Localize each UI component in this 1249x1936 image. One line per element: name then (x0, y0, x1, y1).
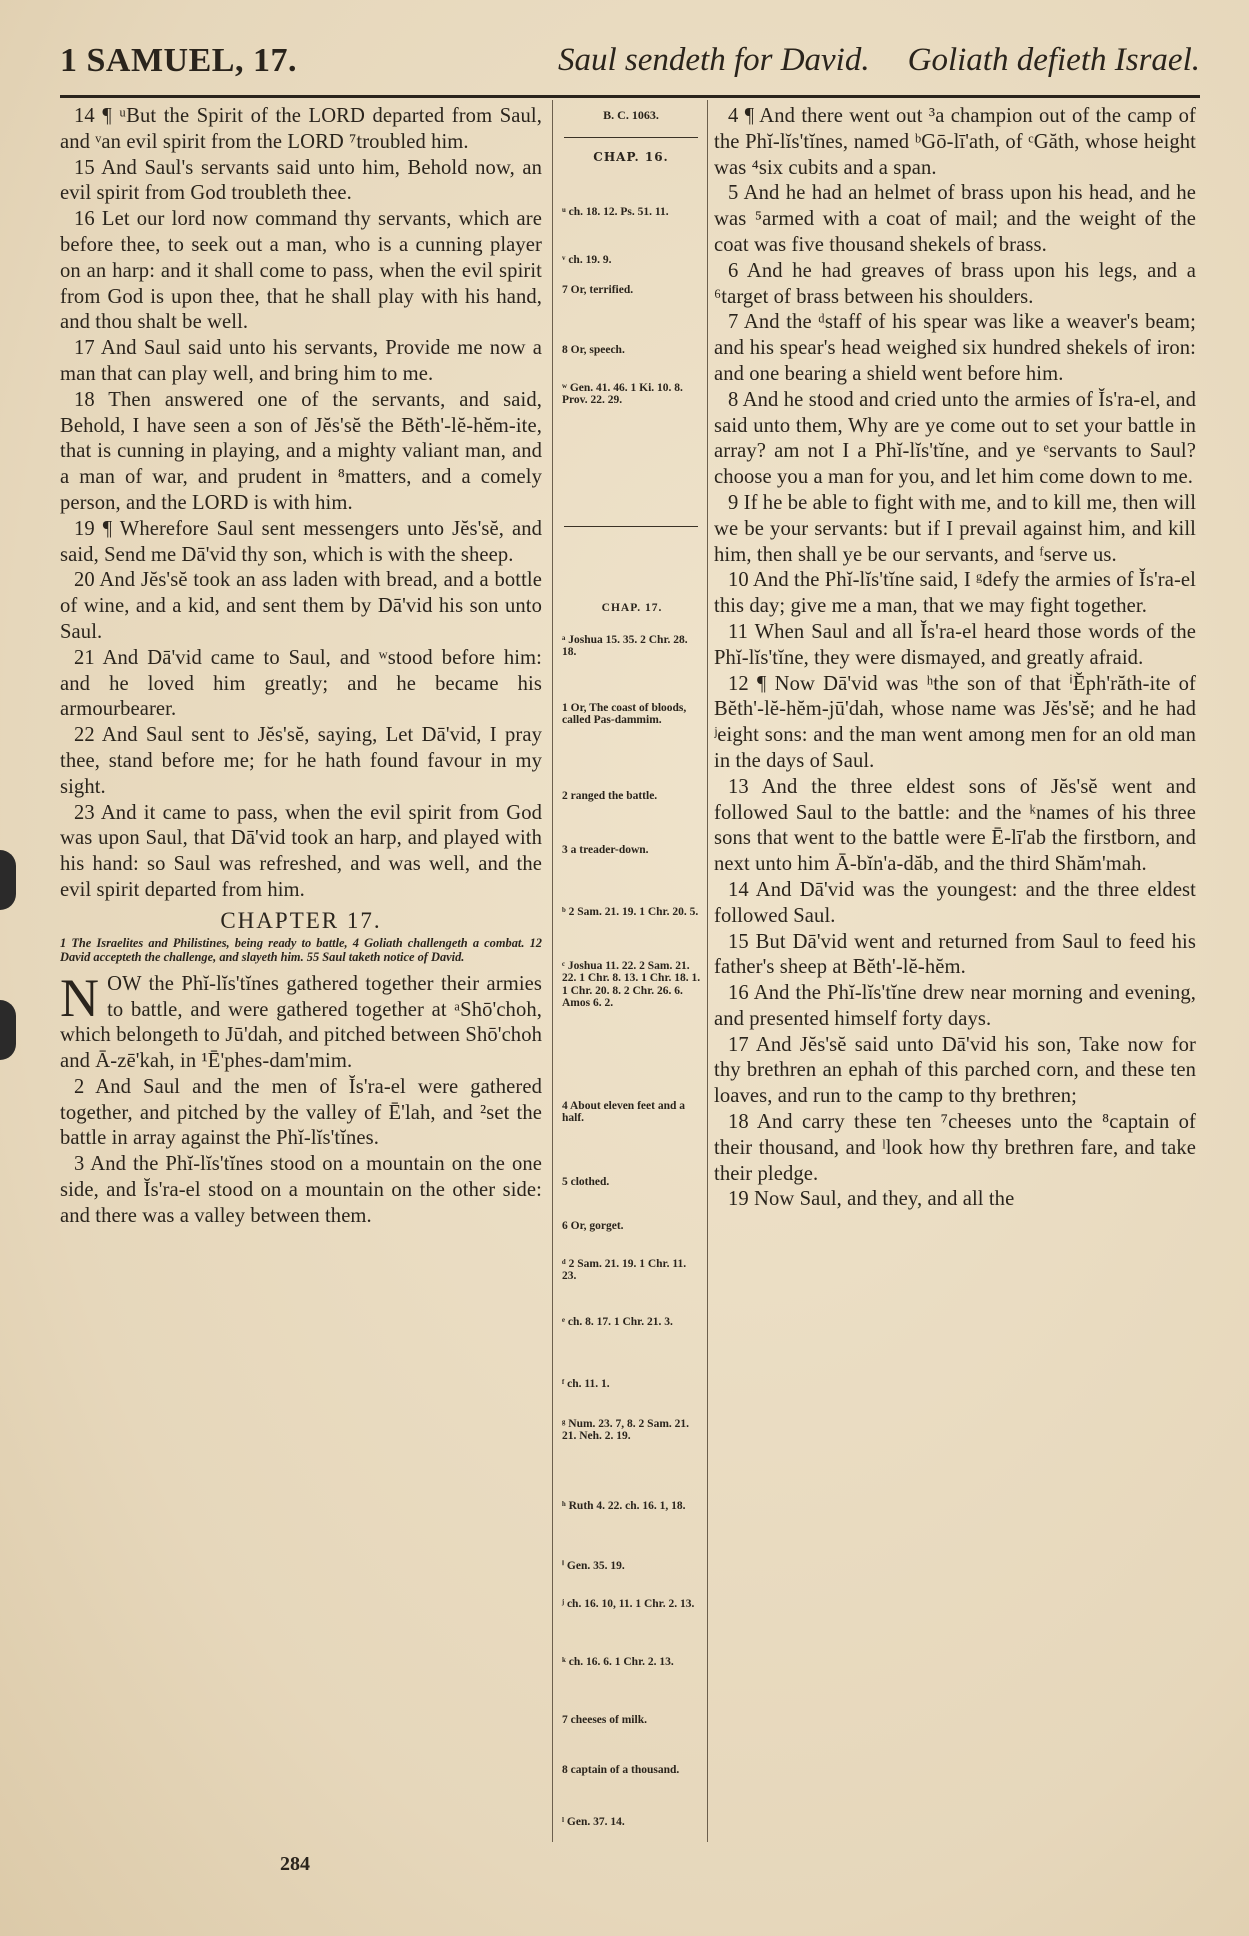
cross-reference: 1 Or, The coast of bloods, called Pas-dammim. (562, 702, 687, 727)
right-text-column (714, 104, 1196, 1834)
verse: 19 Now Saul, and they, and all the (728, 1188, 1015, 1211)
column-divider (552, 100, 553, 1842)
header-rule (60, 95, 1200, 98)
cross-reference: 8 captain of a thousand. (562, 1764, 680, 1776)
verse: 4 ¶ And there went out ³a champion out of the camp of the Phĭ-lĭs'tĭnes, named ᵇGō-lī'ath, of ᶜGăth, whose height was ⁴six cubits and a span. (714, 105, 1196, 179)
cross-reference: 7 Or, terrified. (562, 284, 634, 296)
thumb-index-tab[interactable] (0, 1000, 16, 1060)
verse: 16 Let our lord now command thy servants, which are before thee, to seek out a man, who is a cunning player on an harp: and it shall come to pass, when the evil spirit from God is upon thee, that he shall play with his hand, and thou shalt be well. (60, 208, 542, 334)
cross-reference: ʷ Gen. 41. 46. 1 Ki. 10. 8. Prov. 22. 29. (562, 382, 683, 407)
cross-reference: ᵉ ch. 8. 17. 1 Chr. 21. 3. (562, 1316, 673, 1328)
cross-reference: ᵈ 2 Sam. 21. 19. 1 Chr. 11. 23. (562, 1258, 687, 1283)
cross-reference: 2 ranged the battle. (562, 790, 658, 802)
left-text-column (60, 104, 542, 1834)
date-marker: B. C. 1063. (603, 108, 659, 122)
cross-reference: ᶜ Joshua 11. 22. 2 Sam. 21. 22. 1 Chr. 8. 13. 1 Chr. 18. 1. 1 Chr. 20. 8. 2 Chr. 26. 6. Amos 6. 2. (562, 960, 701, 1010)
cross-reference: 6 Or, gorget. (562, 1220, 624, 1232)
verse: 17 And Saul said unto his servants, Provide me now a man that can play well, and bring him to me. (60, 337, 542, 385)
cross-reference: ʰ Ruth 4. 22. ch. 16. 1, 18. (562, 1500, 686, 1512)
verse: 17 And Jĕs'sĕ said unto Dā'vid his son, Take now for thy brethren an ephah of this parched corn, and these ten loaves, and run to the camp to thy brethren; (714, 1033, 1196, 1108)
verse: 18 And carry these ten ⁷cheeses unto the ⁸captain of their thousand, and ˡlook how thy brethren fare, and take their pledge. (714, 1111, 1196, 1185)
verse: 15 And Saul's servants said unto him, Behold now, an evil spirit from God troubleth thee. (60, 156, 542, 205)
chapter-summary: 1 The Israelites and Philistines, being ready to battle, 4 Goliath challengeth a combat. 12 David accepteth the challenge, and slayeth him. 55 Saul taketh notice of David. (60, 935, 542, 964)
topic-right: Goliath defieth Israel. (907, 42, 1200, 78)
column-divider (707, 100, 708, 1842)
cross-reference: 3 a treader-down. (562, 844, 649, 856)
thumb-index-tab[interactable] (0, 850, 16, 910)
running-header (60, 42, 1200, 92)
drop-cap: N (60, 967, 100, 1028)
verse: 19 ¶ Wherefore Saul sent messengers unto Jĕs'sĕ, and said, Send me Dā'vid thy son, which is with the sheep. (60, 517, 542, 566)
cross-reference: ˡ Gen. 37. 14. (562, 1816, 625, 1828)
verse: 23 And it came to pass, when the evil spirit from God was upon Saul, that Dā'vid took an harp, and played with his hand: so Saul was refreshed, and was well, and the evil spirit departed from him. (60, 801, 542, 901)
book-chapter-title: 1 SAMUEL, 17. (60, 42, 297, 79)
topic-left: Saul sendeth for David. (557, 42, 870, 78)
verse: 13 And the three eldest sons of Jĕs'sĕ went and followed Saul to the battle: and the ᵏnames of his three sons that went to the battle were Ē-lī'ab the firstborn, and next unto him Ā-bĭn'a-dăb, and the third Shăm'mah. (714, 775, 1196, 876)
verse: 7 And the ᵈstaff of his spear was like a weaver's beam; and his spear's head weighed six hundred shekels of iron: and one bearing a shield went before him. (714, 311, 1196, 385)
verse: 21 And Dā'vid came to Saul, and ʷstood before him: and he loved him greatly; and he became his armourbearer. (60, 646, 542, 721)
page-number: 284 (280, 1853, 310, 1875)
verse: 15 But Dā'vid went and returned from Saul to feed his father's sheep at Bĕth'-lĕ-hĕm. (714, 930, 1196, 979)
cross-reference: ⁱ Gen. 35. 19. (562, 1560, 625, 1572)
verse: 6 And he had greaves of brass upon his legs, and a ⁶target of brass between his shoulders. (714, 259, 1196, 308)
cross-reference: ʲ ch. 16. 10, 11. 1 Chr. 2. 13. (562, 1598, 695, 1610)
verse-one (60, 967, 542, 1075)
verse: 2 And Saul and the men of Ĭs'ra-el were gathered together, and pitched by the valley of Ē'lah, and ²set the battle in array against the Phĭ-lĭs'tĭnes. (60, 1075, 542, 1150)
cross-reference: 5 clothed. (562, 1176, 610, 1188)
cross-reference: ᵃ Joshua 15. 35. 2 Chr. 28. 18. (562, 634, 688, 659)
cross-reference: ᵘ ch. 18. 12. Ps. 51. 11. (562, 206, 669, 218)
cross-reference: ᵇ 2 Sam. 21. 19. 1 Chr. 20. 5. (562, 906, 699, 918)
verse: 14 And Dā'vid was the youngest: and the three eldest followed Saul. (714, 878, 1196, 927)
verse-one-text: OW the Phĭ-lĭs'tĭnes gathered together their armies to battle, and were gathered together at ᵃShō'choh, which belongeth to Jū'dah, and pitched between Shō'choh and Ā-zē'kah, in ¹Ē'phes-dam'mim. (60, 972, 542, 1073)
chapter-heading: CHAPTER 17. (220, 907, 382, 933)
verse: 12 ¶ Now Dā'vid was ʰthe son of that ⁱĔph'răth-ite of Bĕth'-lĕ-hĕm-jū'dah, whose name was Jĕs'sĕ; and he had ʲeight sons: and the man went among men for an old man in the days of Saul. (714, 672, 1196, 772)
verse: 20 And Jĕs'sĕ took an ass laden with bread, and a bottle of wine, and a kid, and sent them by Dā'vid his son unto Saul. (60, 569, 542, 643)
cross-reference: ᶠ ch. 11. 1. (562, 1378, 610, 1390)
reference-rule (564, 526, 698, 527)
verse: 14 ¶ ᵘBut the Spirit of the LORD departed from Saul, and ᵛan evil spirit from the LORD ⁷troubled him. (60, 105, 542, 153)
verse: 3 And the Phĭ-lĭs'tĭnes stood on a mountain on the one side, and Ĭs'ra-el stood on a mountain on the other side: and there was a valley between them. (60, 1153, 542, 1227)
cross-reference: 7 cheeses of milk. (562, 1714, 647, 1726)
cross-reference: 8 Or, speech. (562, 344, 625, 356)
cross-reference: ᵏ ch. 16. 6. 1 Chr. 2. 13. (562, 1656, 674, 1668)
reference-rule (564, 137, 698, 138)
verse: 9 If he be able to fight with me, and to kill me, then will we be your servants: but if I prevail against him, and kill him, then shall ye be our servants, and ᶠserve us. (714, 491, 1196, 566)
verse: 11 When Saul and all Ĭs'ra-el heard those words of the Phĭ-lĭs'tĭne, they were dismayed, and greatly afraid. (714, 620, 1196, 669)
page-topic (558, 42, 1200, 79)
chapter-ref-label: CHAP. 16. (593, 150, 669, 164)
verse: 18 Then answered one of the servants, and said, Behold, I have seen a son of Jĕs'sĕ the Bĕth'-lĕ-hĕm-ite, that is cunning in playing, and a mighty valiant man, and a man of war, and prudent in ⁸matters, and a comely person, and the LORD is with him. (60, 388, 542, 514)
verse: 16 And the Phĭ-lĭs'tĭne drew near morning and evening, and presented himself forty days. (714, 982, 1196, 1030)
chapter-ref-label: CHAP. 17. (601, 602, 663, 614)
verse: 10 And the Phĭ-lĭs'tĭne said, I ᵍdefy the armies of Ĭs'ra-el this day; give me a man, that we may fight together. (714, 569, 1196, 618)
reference-column (558, 104, 704, 1844)
verse: 5 And he had an helmet of brass upon his head, and he was ⁵armed with a coat of mail; and the weight of the coat was five thousand shekels of brass. (714, 182, 1196, 256)
cross-reference: ᵍ Num. 23. 7, 8. 2 Sam. 21. 21. Neh. 2. 19. (562, 1418, 690, 1443)
verse: 8 And he stood and cried unto the armies of Ĭs'ra-el, and said unto them, Why are ye come out to set your battle in array? am not I a Phĭ-lĭs'tĭne, and ye ᵉservants to Saul? choose you a man for you, and let him come down to me. (714, 388, 1196, 489)
cross-reference: ᵛ ch. 19. 9. (562, 254, 612, 266)
cross-reference: 4 About eleven feet and a half. (562, 1100, 685, 1125)
verse: 22 And Saul sent to Jĕs'sĕ, saying, Let Dā'vid, I pray thee, stand before me; for he hath found favour in my sight. (60, 724, 542, 798)
